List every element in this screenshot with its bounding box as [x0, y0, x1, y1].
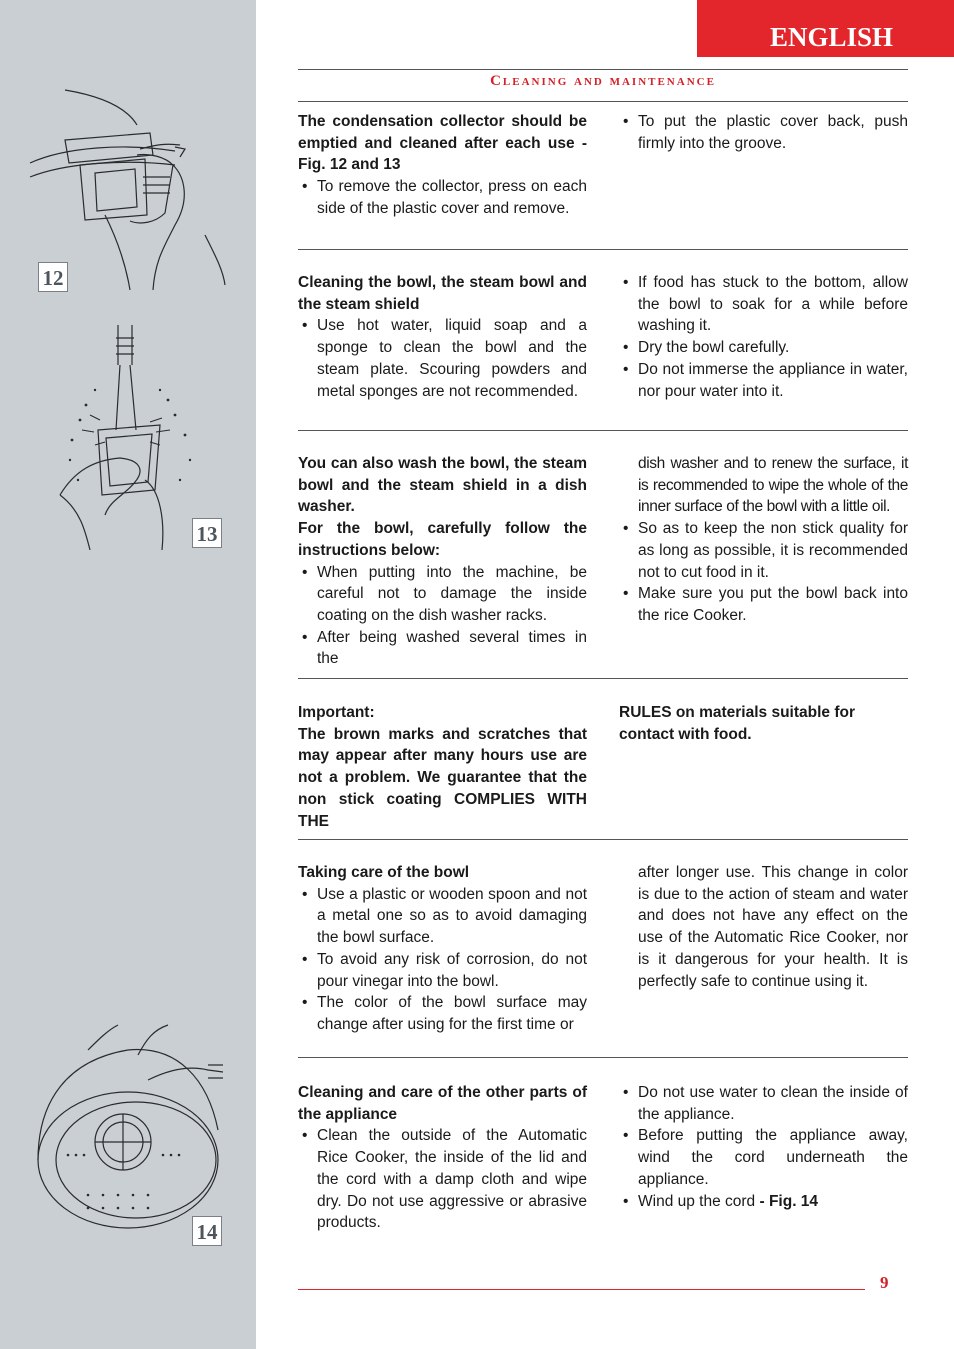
section2-bullet: • Dry the bowl carefully.: [619, 337, 908, 359]
divider: [298, 678, 908, 679]
section3-bullet: • When putting into the machine, be careful not to damage the inside coating on the dish washer racks.: [298, 562, 587, 627]
section6-left: [298, 1082, 587, 1234]
section6-heading: Cleaning and care of the other parts of the appliance: [298, 1084, 587, 1123]
section3-left: [298, 453, 587, 670]
section6-last-bullet-text: Wind up the cord: [638, 1192, 760, 1210]
fig14-reference: - Fig. 14: [759, 1192, 819, 1210]
section6-bullet: • Before putting the appliance away, wind the cord underneath the appliance.: [619, 1125, 908, 1190]
fig13-illustration: [50, 320, 210, 550]
section3-right: [619, 453, 908, 627]
section5-right: [619, 862, 908, 992]
section-title: [298, 73, 908, 90]
section1-bullet: • To put the plastic cover back, push firmly into the groove.: [619, 111, 908, 154]
section4-left: [298, 702, 587, 832]
section2-bullet: • If food has stuck to the bottom, allow the bowl to soak for a while before washing it.: [619, 272, 908, 337]
page-number: 9: [880, 1273, 889, 1292]
section3-bullet: • So as to keep the non stick quality for as long as possible, it is recommended not to cut food in it.: [619, 518, 908, 583]
section2-bullet: • Use hot water, liquid soap and a sponge to clean the bowl and the steam plate. Scouring powders and metal sponges are not recommended.: [298, 315, 587, 402]
figure-number-13: 13: [192, 518, 222, 548]
section5-continuation: after longer use. This change in color is due to the action of steam and water and does not have any effect on the use of the Automatic Rice Cooker, nor is it dangerous for your health. It is perfectly safe to continue using it.: [638, 864, 908, 990]
section5-bullet: • Use a plastic or wooden spoon and not a metal one so as to avoid damaging the bowl surface.: [298, 884, 587, 949]
section1-right: [619, 111, 908, 154]
figure-number-12: 12: [38, 262, 68, 292]
section4-text-right: RULES on materials suitable for contact with food.: [619, 704, 855, 743]
divider: [298, 839, 908, 840]
title-rule-bottom: [298, 101, 908, 102]
footer-rule: [298, 1289, 865, 1290]
section4-right: [619, 702, 908, 745]
divider: [298, 249, 908, 250]
section6-right: [619, 1082, 908, 1212]
section3-heading: You can also wash the bowl, the steam bowl and the steam shield in a dish washer.: [298, 455, 587, 516]
section6-bullet: • Clean the outside of the Automatic Rice Cooker, the inside of the lid and the cord with a damp cloth and wipe dry. Do not use aggressive or abrasive products.: [298, 1125, 587, 1234]
divider: [298, 1057, 908, 1058]
section3-bullet: • After being washed several times in the: [298, 627, 587, 670]
section3-continuation: dish washer and to renew the surface, it is recommended to wipe the whole of the inner surface of the bowl with a little oil.: [638, 455, 908, 516]
section5-bullet: • To avoid any risk of corrosion, do not pour vinegar into the bowl.: [298, 949, 587, 992]
section2-bullet: • Do not immerse the appliance in water, nor pour water into it.: [619, 359, 908, 402]
section3-subheading: For the bowl, carefully follow the instructions below:: [298, 520, 587, 559]
section6-bullet-last: [619, 1191, 908, 1213]
section5-bullet: • The color of the bowl surface may change after using for the first time or: [298, 992, 587, 1035]
section4-heading: Important:: [298, 704, 375, 721]
divider: [298, 430, 908, 431]
language-tab: ENGLISH: [697, 0, 954, 57]
section1-heading: The condensation collector should be emptied and cleaned after each use - Fig. 12 and 13: [298, 113, 587, 174]
fig12-illustration: [25, 85, 235, 290]
figure-number-14: 14: [192, 1216, 222, 1246]
section5-left: [298, 862, 587, 1036]
section4-text: The brown marks and scratches that may appear after many hours use are not a problem. We guarantee that the non stick coating COMPLIES WITH THE: [298, 725, 587, 830]
title-rule-top: [298, 69, 908, 70]
section1-bullet: • To remove the collector, press on each side of the plastic cover and remove.: [298, 176, 587, 219]
figure-sidebar: [0, 0, 256, 1349]
section5-heading: Taking care of the bowl: [298, 864, 470, 881]
section2-heading: Cleaning the bowl, the steam bowl and the steam shield: [298, 274, 587, 313]
section1-left: [298, 111, 587, 220]
section3-bullet: • Make sure you put the bowl back into the rice Cooker.: [619, 583, 908, 626]
section2-left: [298, 272, 587, 402]
section2-right: [619, 272, 908, 402]
fig14-illustration: [28, 1020, 243, 1235]
section6-bullet: • Do not use water to clean the inside of the appliance.: [619, 1082, 908, 1125]
section-title-text: Cleaning and maintenance: [490, 73, 716, 89]
